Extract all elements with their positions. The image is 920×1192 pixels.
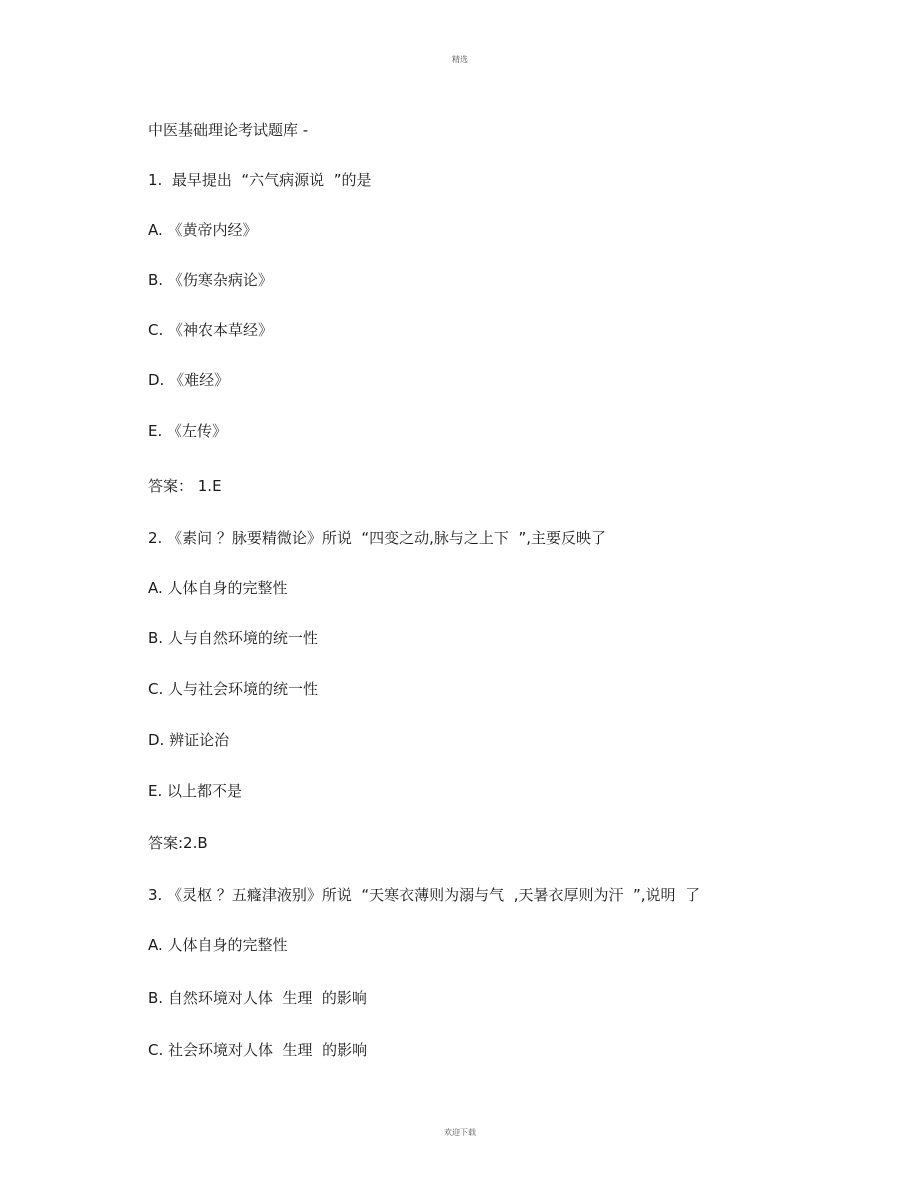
question-1-answer: 答案： 1.E <box>148 477 222 495</box>
question-2-option-b: B. 人与自然环境的统一性 <box>148 629 318 647</box>
question-1-option-c: C. 《神农本草经》 <box>148 321 274 339</box>
question-3-stem: 3. 《灵枢 ？五癃津液别》所说 “天寒衣薄则为溺与气 ,天暑衣厚则为汗 ”,说明 了 <box>148 886 701 904</box>
question-1-option-d: D. 《难经》 <box>148 371 230 389</box>
page-header: 精选 <box>452 55 468 64</box>
question-2-stem: 2. 《素问 ？脉要精微论》所说 “四变之动,脉与之上下 ”,主要反映了 <box>148 529 607 547</box>
question-3-option-c: C. 社会环境对人体 生理 的影响 <box>148 1041 368 1059</box>
question-1-option-e: E. 《左传》 <box>148 422 228 440</box>
page-footer: 欢迎下载 <box>444 1128 476 1137</box>
question-1-stem: 1. 最早提出 “六气病源说 ”的是 <box>148 171 372 189</box>
question-2-option-e: E. 以上都不是 <box>148 782 243 800</box>
question-3-option-a: A. 人体自身的完整性 <box>148 936 288 954</box>
question-1-option-a: A. 《黄帝内经》 <box>148 221 258 239</box>
question-2-answer: 答案:2.B <box>148 834 208 852</box>
question-1-option-b: B. 《伤寒杂病论》 <box>148 271 273 289</box>
question-2-option-a: A. 人体自身的完整性 <box>148 579 288 597</box>
question-2-option-c: C. 人与社会环境的统一性 <box>148 680 319 698</box>
document-title: 中医基础理论考试题库 - <box>148 121 309 139</box>
question-2-option-d: D. 辨证论治 <box>148 731 230 749</box>
question-3-option-b: B. 自然环境对人体 生理 的影响 <box>148 989 367 1007</box>
